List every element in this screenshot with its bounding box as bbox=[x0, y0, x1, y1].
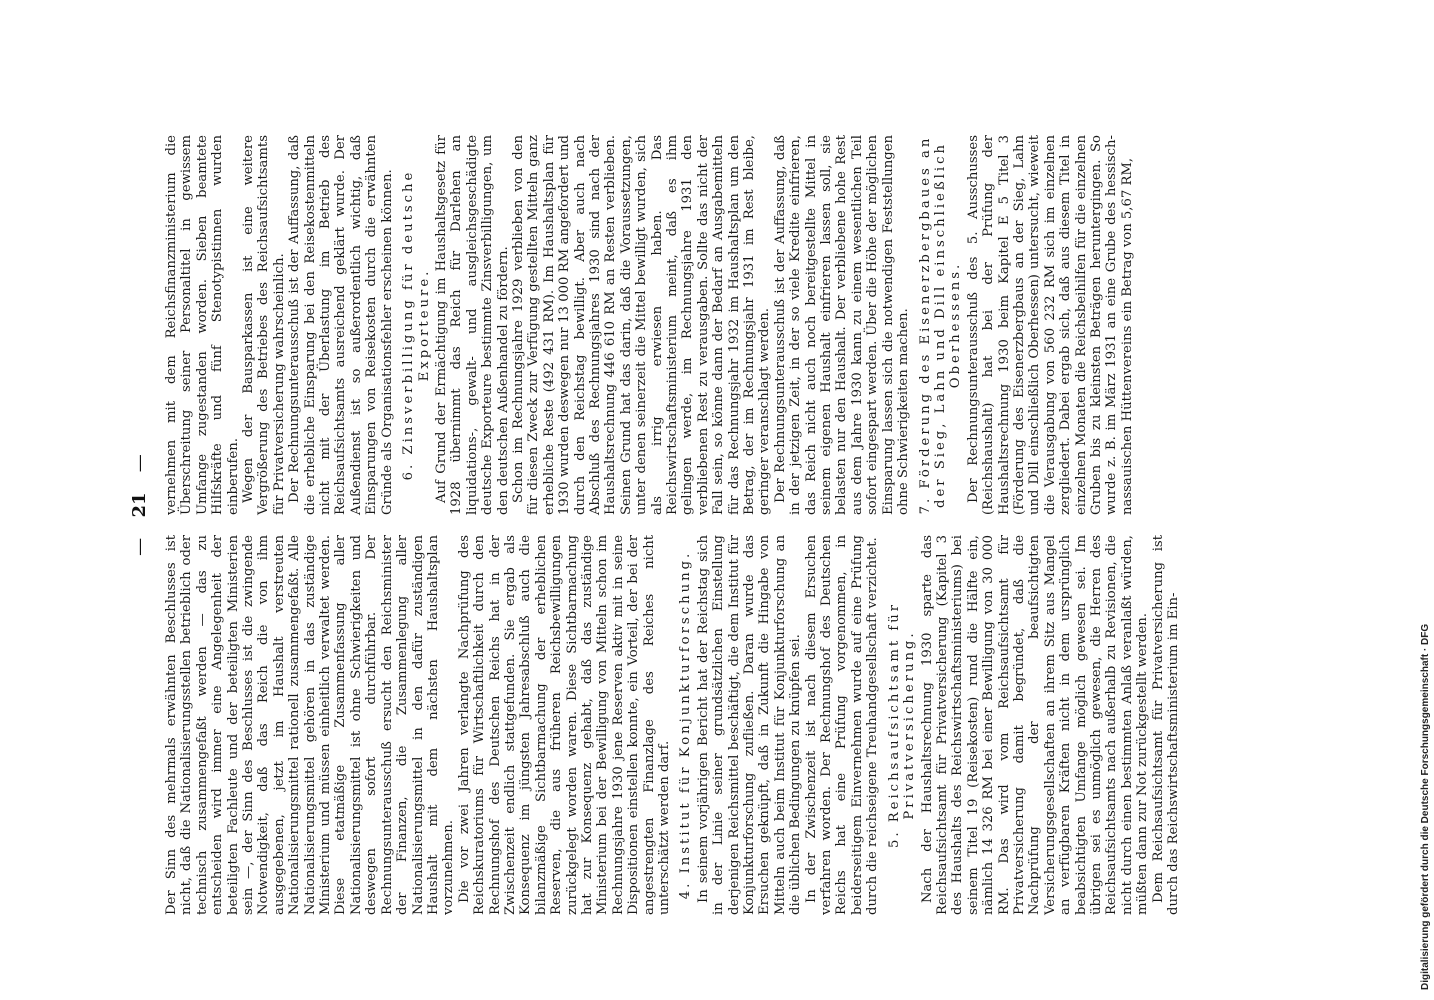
section-heading: 5. Reichsaufsichtsamt für Privatversicherung. bbox=[886, 601, 918, 849]
paragraph: Auf Grund der Ermächtigung im Haushaltsgesetz für 1928 übernimmt das Reich für Darlehen an liquidations-, gewalt- und ausgleichsgeschädigte deutsche Exporteure bestimmte Zinsverbilligungen, um den deutschen Außenhandel zu fördern. bbox=[433, 135, 511, 515]
paragraph: Schon im Rechnungsjahre 1929 verblieben von den für diesen Zweck zur Verfügung gestellten Mitteln ganz erhebliche Reste (492 431 RM). Im Haushaltsplan für 1930 wurden deswegen nur 13 000 RM angefordert und durch den Reichstag bewilligt. Aber auch nach Abschluß des Rechnungsjahres 1930 sind nach der Haushaltsrechnung 446 610 RM an Resten verblieben. Seinen Grund hat das darin, daß die Voraussetzungen, unter denen seinerzeit die Mittel bewilligt wurden, sich als irrig erwiesen haben. Das Reichswirtschaftsministerium meint, daß es ihm gelingen werde, im Rechnungsjahre 1931 den verbliebenen Rest zu verausgaben. Sollte das nicht der Fall sein, so könne dann der Bedarf an Ausgabemitteln für das Rechnungsjahr 1932 im Haushaltsplan um den Betrag, der im Rechnungsjahr 1931 im Rest bleibe, geringer veranschlagt werden. bbox=[510, 135, 773, 515]
paragraph: Nach der Haushaltsrechnung 1930 sparte das Reichsaufsichtsamt für Privatversicherung (Kapitel 3 des Haushalts des Reichswirtschaftsministeriums) bei seinem Titel 19 (Reisekosten) rund die Hälfte ein, nämlich 14 326 RM bei einer Bewilligung von 30 000 RM. Das wird vom Reichsaufsichtsamt für Privatversicherung damit begründet, daß die Nachprüfung der beaufsichtigten Versicherungsgesellschaften an ihrem Sitz aus Mangel an verfügbaren Kräften nicht in dem ursprünglich beabsichtigten Umfange möglich gewesen sei. Im übrigen sei es unmöglich gewesen, die Herren des Reichsaufsichtsamts nach außerhalb zu Revisionen, die nicht durch einen bestimmten Anlaß veranlaßt würden, müßten dann zur Not zurückgestellt werden. bbox=[919, 535, 1151, 915]
page-header bbox=[120, 95, 160, 915]
section-heading: 7. Förderung des Eisenerzbergbaues an der Sieg, Lahn und Dill einschließlich Oberhessens. bbox=[917, 135, 964, 515]
paragraph: Dem Reichsaufsichtsamt für Privatversicherung ist durch das Reichswirtschaftsministerium im Ein- bbox=[1150, 535, 1181, 915]
digitization-credit-text: Digitalisierung gefördert durch die Deutsche Forschungsgemeinschaft · DFG bbox=[1420, 623, 1431, 990]
paragraph: Die vor zwei Jahren verlangte Nachprüfung des Reichskuratoriums für Wirtschaftlichkeit durch den Rechnungshof des Deutschen Reichs hat in der Zwischenzeit endlich stattgefunden. Sie ergab als Konsequenz im jüngsten Jahresabschluß auch die bilanzmäßige Sichtbarmachung der erheblichen Reserven, die aus früheren Reichsbewilligungen zurückgelegt worden waren. Diese Sichtbarmachung hat zur Konsequenz gehabt, daß das zuständige Ministerium bei der Bewilligung von Mitteln schon im Rechnungsjahre 1930 jene Reserven aktiv mit in seine Dispositionen einstellen konnte, ein Vorteil, der bei der angestrengten Finanzlage des Reiches nicht unterschätzt werden darf. bbox=[456, 535, 672, 915]
paragraph: In der Zwischenzeit ist nach diesem Ersuchen verfahren worden. Der Rechnungshof des Deutschen Reichs hat eine Prüfung vorgenommen, in beiderseitigem Einvernehmen wurde auf eine Prüfung durch die reichseigene Treuhandgesellschaft verzichtet. bbox=[803, 535, 881, 915]
section-heading: 6. Zinsverbilligung für deutsche Exporteure. bbox=[401, 169, 432, 481]
header-dash-right: — bbox=[129, 454, 150, 473]
paragraph: Der Rechnungsunterausschuß ist der Auffassung, daß die erhebliche Einsparung bei den Reisekostenmitteln nicht mit der Überlastung im Betrieb des Reichsaufsichtsamts ausreichend geklärt wurde. Der Außendienst ist so außerordentlich wichtig, daß Einsparungen von Reisekosten durch die erwähnten Gründe als Organisationsfehler erscheinen können. bbox=[287, 135, 395, 515]
digitization-credit bbox=[1418, 0, 1434, 990]
paragraph: Der Rechnungsunterausschuß ist der Auffassung, daß in der jetzigen Zeit, in der so viele Kredite einfrieren, das Reich nicht auch noch bereitgestellte Mittel in seinem eigenen Haushalt einfrieren lassen soll, sie belasten nur den Haushalt. Der verbliebene hohe Rest aus dem Jahre 1930 kann zu einem wesentlichen Teil sofort eingespart werden. Über die Höhe der möglichen Einsparung lassen sich die notwendigen Feststellungen ohne Schwierigkeiten machen. bbox=[772, 135, 912, 515]
paragraph: vernehmen mit dem Reichsfinanzministerium die Überschreitung seiner Personaltitel in gewissem Umfange zugestanden worden. Sieben beamtete Hilfskräfte und fünf Stenotypistinnen wurden einberufen. bbox=[164, 135, 241, 515]
section-heading: 4. Institut für Konjunkturforschung. bbox=[678, 550, 694, 900]
paragraph: Der Sinn des mehrmals erwähnten Beschlusses ist nicht, daß die Nationalisierungsstellen betrieblich oder technisch zusammengefaßt werden — das zu entscheiden wird immer eine Angelegenheit der beteiligten Fachleute und der beteiligten Ministerien sein —, der Sinn des Beschlusses ist die zwingende Notwendigkeit, daß das Reich die von ihm ausgegebenen, jetzt im Haushalt verstreuten Nationalisierungsmittel rationell zusammengefaßt. Alle Nationalisierungsmittel gehören in das zuständige Ministerium und müssen einheitlich verwaltet werden. Diese etatmäßige Zusammenfassung aller Nationalisierungsmittel ist ohne Schwierigkeiten und deswegen sofort durchführbar. Der Rechnungsunterausschuß ersucht den Reichsminister der Finanzen, die Zusammenlegung aller Nationalisierungsmittel in den dafür zuständigen Haushalt mit dem nächsten Haushaltsplan vorzunehmen. bbox=[164, 535, 457, 915]
paragraph: Wegen der Bausparkassen ist eine weitere Vergrößerung des Betriebes des Reichsaufsichtsamts für Privatversicherung wahrscheinlich. bbox=[241, 135, 287, 515]
page-number: 21 bbox=[129, 492, 150, 518]
rotated-page-content bbox=[120, 95, 1320, 915]
paragraph: In seinem vorjährigen Bericht hat der Reichstag sich in der Linie seiner grundsätzlichen Einstellung derjenigen Reichsmittel beschäftigt, die dem Institut für Konjunkturforschung zufließen. Daran wurde das Ersuchen geknüpft, daß in Zukunft die Hingabe von Mitteln auch beim Institut für Konjunkturforschung an die üblichen Bedingungen zu knüpfen sei. bbox=[695, 535, 804, 915]
left-column bbox=[164, 535, 1364, 915]
right-column bbox=[164, 135, 1364, 515]
header-dash-left: — bbox=[129, 537, 150, 556]
paragraph: Der Rechnungsunterausschuß des 5. Ausschusses (Reichshaushalt) hat bei der Prüfung der Haushaltsrechnung 1930 beim Kapitel E 5 Titel 3 (Förderung des Eisenerzbergbaus an der Sieg, Lahn und Dill einschließlich Oberhessen) untersucht, wieweit die Verausgabung von 560 232 RM sich im einzelnen zergliedert. Dabei ergab sich, daß aus diesem Titel in einzelnen Monaten die Reichsbeihilfen für die einzelnen Gruben bis zu kleinsten Beträgen heruntergingen. So wurde z. B. im März 1931 an eine Grube des hessisch-nassauischen Hüttenvereins ein Betrag von 5,67 RM, bbox=[965, 135, 1135, 515]
